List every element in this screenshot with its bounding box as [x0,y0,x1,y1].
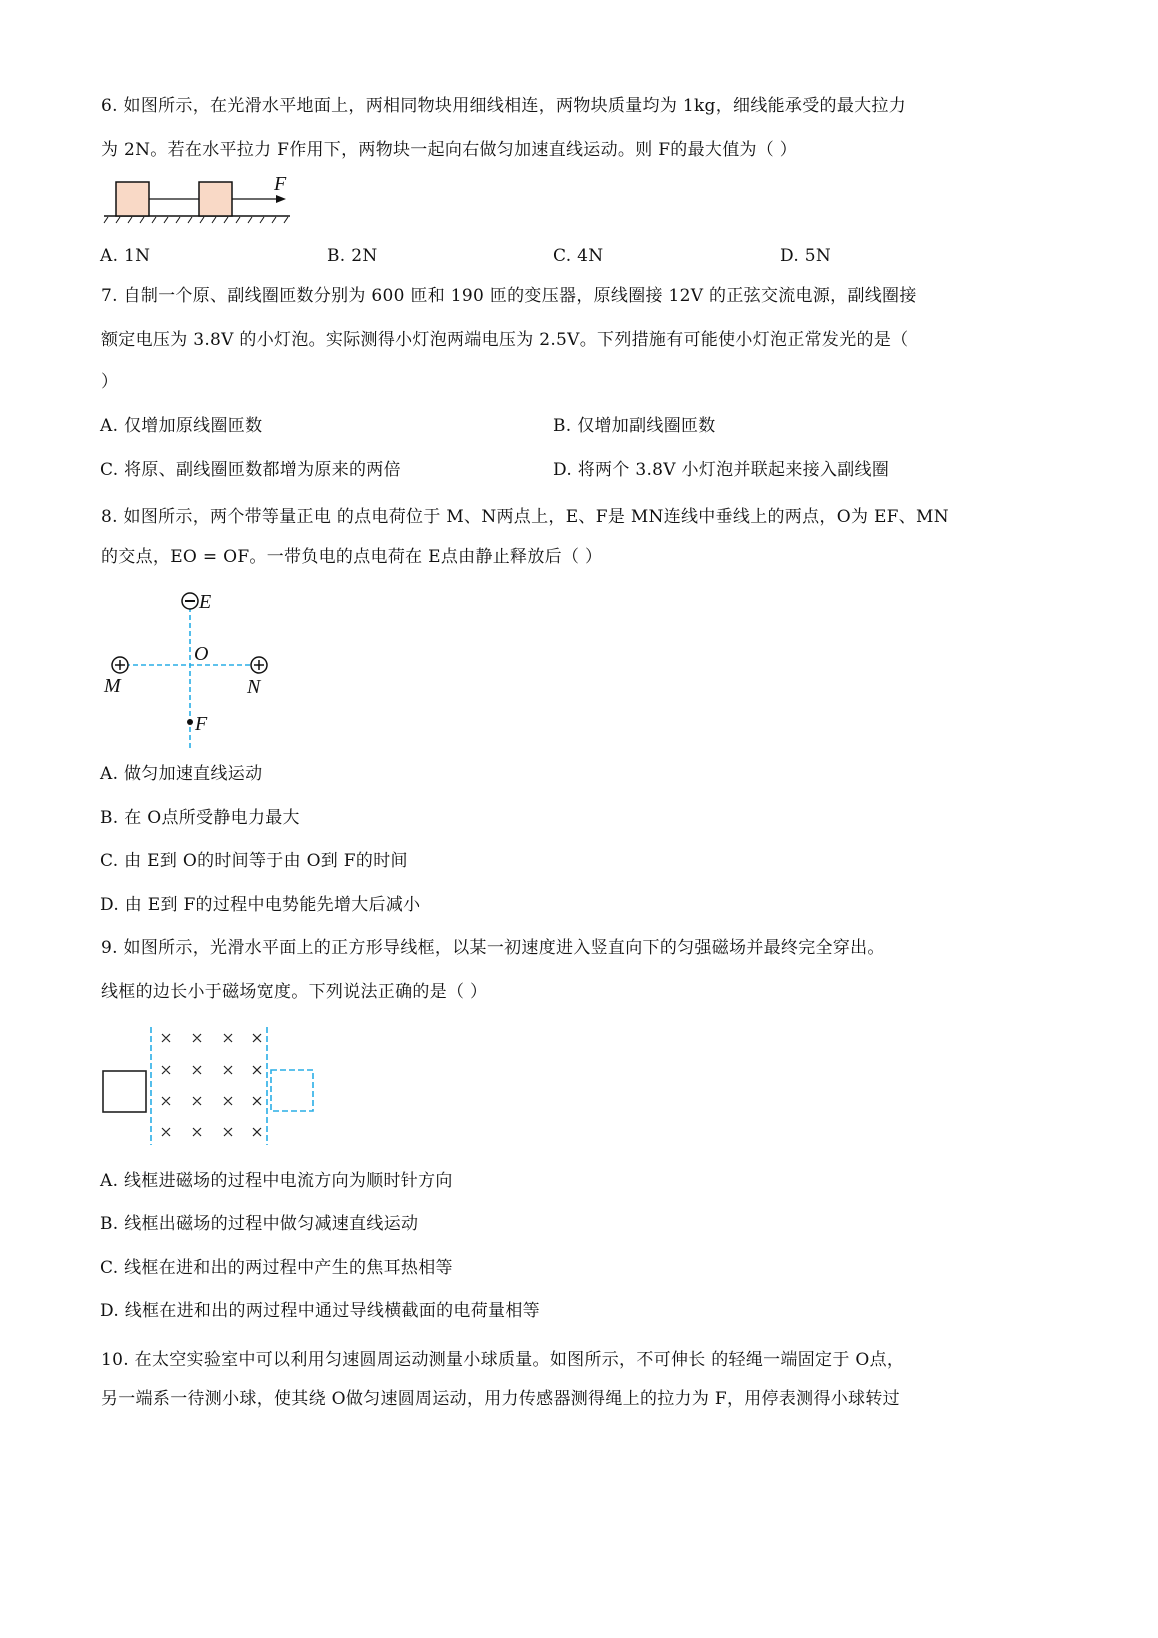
wire-frame [103,1071,146,1112]
q6-line2: 为 2N。若在水平拉力 F作用下，两物块一起向右做匀加速直线运动。则 F的最大值为（ ） [101,140,798,160]
q6-option-a: A. 1N [100,246,151,266]
q7-line3: ） [101,372,119,392]
q6-figure [100,172,300,230]
block-left [116,182,149,216]
q9-option-d: D. 线框在进和出的两过程中通过导线横截面的电荷量相等 [100,1301,540,1321]
block-right [199,182,232,216]
arrow-icon [276,195,286,203]
q8-option-a: A. 做匀加速直线运动 [100,764,263,784]
q8-option-c: C. 由 E到 O的时间等于由 O到 F的时间 [100,851,408,871]
q9-option-b: B. 线框出磁场的过程中做匀减速直线运动 [100,1214,419,1234]
q7-option-d: D. 将两个 3.8V 小灯泡并联起来接入副线圈 [553,460,890,480]
q9-figure [100,1024,320,1148]
positive-charge-n-icon [251,657,267,673]
label-e: E [199,591,212,613]
label-o: O [194,643,209,665]
label-n: N [247,676,261,698]
q9-line1: 9. 如图所示，光滑水平面上的正方形导线框，以某一初速度进入竖直向下的匀强磁场并最终完全穿出。 [101,938,885,958]
q9-line2: 线框的边长小于磁场宽度。下列说法正确的是（ ） [101,982,488,1002]
point-f [187,719,193,725]
q8-line2: 的交点，EO = OF。一带负电的点电荷在 E点由静止释放后（ ） [101,547,603,567]
q10-line2: 另一端系一待测小球，使其绕 O做匀速圆周运动，用力传感器测得绳上的拉力为 F，用停表测得小球转过 [101,1389,900,1409]
q6-line1: 6. 如图所示，在光滑水平地面上，两相同物块用细线相连，两物块质量均为 1kg，细线能承受的最大拉力 [101,96,907,116]
q9-option-a: A. 线框进磁场的过程中电流方向为顺时针方向 [100,1171,453,1191]
q8-option-d: D. 由 E到 F的过程中电势能先增大后减小 [100,895,421,915]
force-label: F [274,173,287,195]
q7-line1: 7. 自制一个原、副线圈匝数分别为 600 匝和 190 匝的变压器，原线圈接 12V 的正弦交流电源，副线圈接 [101,286,917,306]
q10-line1: 10. 在太空实验室中可以利用匀速圆周运动测量小球质量。如图所示，不可伸长 的轻绳一端固定于 O点， [101,1350,905,1370]
label-f: F [195,713,208,735]
q7-option-a: A. 仅增加原线圈匝数 [100,416,263,436]
q7-line2: 额定电压为 3.8V 的小灯泡。实际测得小灯泡两端电压为 2.5V。下列措施有可能使小灯泡正常发光的是（ [101,330,909,350]
negative-charge-icon [182,593,198,609]
q8-figure [100,585,290,755]
q8-option-b: B. 在 O点所受静电力最大 [100,808,300,828]
magnetic-field-x-marks [162,1034,261,1136]
q7-option-c: C. 将原、副线圈匝数都增为原来的两倍 [100,460,401,480]
q9-option-c: C. 线框在进和出的两过程中产生的焦耳热相等 [100,1258,453,1278]
q8-line1: 8. 如图所示，两个带等量正电 的点电荷位于 M、N两点上，E、F是 MN连线中垂线上的两点，O为 EF、MN [101,507,949,527]
label-m: M [104,675,121,697]
q7-option-b: B. 仅增加副线圈匝数 [553,416,716,436]
positive-charge-m-icon [112,657,128,673]
frame-exit-position [271,1070,313,1111]
q6-option-c: C. 4N [553,246,604,266]
q6-option-b: B. 2N [327,246,378,266]
q6-option-d: D. 5N [780,246,832,266]
